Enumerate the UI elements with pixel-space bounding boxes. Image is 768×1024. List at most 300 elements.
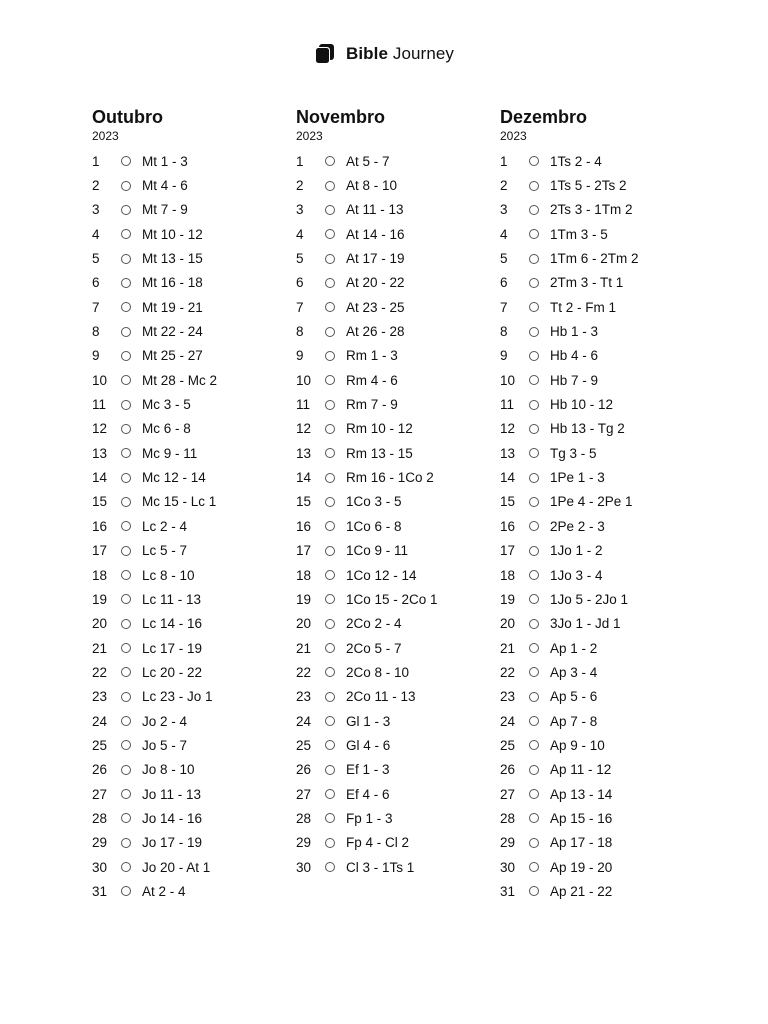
day-row	[92, 563, 282, 587]
day-number: 19	[296, 591, 312, 607]
day-number: 17	[296, 543, 312, 559]
day-checkbox[interactable]	[529, 838, 539, 848]
day-row	[92, 636, 282, 660]
day-number: 16	[296, 518, 312, 534]
day-checkbox[interactable]	[529, 643, 539, 653]
brand-name-light: Journey	[392, 44, 455, 63]
day-checkbox[interactable]	[529, 156, 539, 166]
day-checkbox[interactable]	[325, 619, 335, 629]
day-checkbox[interactable]	[529, 278, 539, 288]
day-row	[296, 636, 486, 660]
day-number: 17	[92, 543, 108, 559]
day-row	[92, 441, 282, 465]
day-checkbox[interactable]	[121, 375, 131, 385]
day-reading: Ap 11 - 12	[550, 762, 612, 778]
day-number: 22	[92, 664, 108, 680]
day-number: 2	[296, 178, 304, 194]
day-number: 23	[500, 689, 516, 705]
day-number: 20	[500, 616, 516, 632]
day-checkbox[interactable]	[121, 765, 131, 775]
day-reading: 1Co 15 - 2Co 1	[346, 591, 438, 607]
day-number: 8	[92, 324, 100, 340]
day-number: 7	[92, 299, 100, 315]
day-row	[92, 831, 282, 855]
day-checkbox[interactable]	[529, 789, 539, 799]
day-reading: 1Ts 5 - 2Ts 2	[550, 178, 627, 194]
day-number: 17	[500, 543, 516, 559]
day-reading: Hb 1 - 3	[550, 324, 599, 340]
day-row	[500, 246, 690, 270]
day-number: 6	[296, 275, 304, 291]
brand-name	[346, 44, 454, 64]
day-checkbox[interactable]	[325, 716, 335, 726]
day-number: 25	[500, 737, 516, 753]
day-list	[500, 149, 690, 904]
day-number: 24	[92, 713, 108, 729]
day-reading: Hb 7 - 9	[550, 372, 599, 388]
day-checkbox[interactable]	[529, 327, 539, 337]
day-row	[500, 344, 690, 368]
day-reading: 1Tm 3 - 5	[550, 226, 608, 242]
day-reading: At 20 - 22	[346, 275, 405, 291]
day-checkbox[interactable]	[121, 327, 131, 337]
day-reading: Jo 17 - 19	[142, 835, 203, 851]
day-row	[500, 612, 690, 636]
day-reading: Jo 14 - 16	[142, 810, 203, 826]
day-checkbox[interactable]	[121, 789, 131, 799]
day-number: 31	[500, 883, 516, 899]
month-title: Outubro	[92, 107, 163, 127]
day-checkbox[interactable]	[121, 278, 131, 288]
day-row	[296, 855, 486, 879]
day-checkbox[interactable]	[325, 497, 335, 507]
day-reading: Lc 17 - 19	[142, 640, 203, 656]
day-reading: 3Jo 1 - Jd 1	[550, 616, 621, 632]
day-row	[500, 295, 690, 319]
day-checkbox[interactable]	[529, 181, 539, 191]
day-reading: 1Jo 5 - 2Jo 1	[550, 591, 629, 607]
day-row	[92, 198, 282, 222]
day-reading: 2Ts 3 - 1Tm 2	[550, 202, 633, 218]
day-row	[500, 855, 690, 879]
day-reading: 1Jo 3 - 4	[550, 567, 603, 583]
day-checkbox[interactable]	[325, 448, 335, 458]
day-reading: At 5 - 7	[346, 153, 390, 169]
day-reading: Lc 5 - 7	[142, 543, 188, 559]
day-reading: Jo 11 - 13	[142, 786, 202, 802]
day-checkbox[interactable]	[529, 619, 539, 629]
day-row	[92, 246, 282, 270]
day-checkbox[interactable]	[121, 813, 131, 823]
day-row	[296, 441, 486, 465]
day-checkbox[interactable]	[529, 448, 539, 458]
day-reading: Gl 4 - 6	[346, 737, 391, 753]
day-checkbox[interactable]	[325, 375, 335, 385]
day-number: 24	[500, 713, 516, 729]
bible-journey-logo-icon	[314, 43, 336, 65]
day-checkbox[interactable]	[121, 205, 131, 215]
day-checkbox[interactable]	[325, 643, 335, 653]
day-number: 29	[296, 835, 312, 851]
day-reading: Mt 4 - 6	[142, 178, 188, 194]
day-checkbox[interactable]	[529, 302, 539, 312]
day-row	[92, 514, 282, 538]
day-checkbox[interactable]	[529, 813, 539, 823]
day-reading: Ap 7 - 8	[550, 713, 598, 729]
day-number: 23	[92, 689, 108, 705]
day-checkbox[interactable]	[325, 765, 335, 775]
day-row	[296, 490, 486, 514]
day-row	[92, 417, 282, 441]
day-checkbox[interactable]	[121, 156, 131, 166]
month-year: 2023	[296, 129, 323, 143]
day-reading: 2Pe 2 - 3	[550, 518, 605, 534]
day-number: 26	[92, 762, 108, 778]
day-checkbox[interactable]	[325, 302, 335, 312]
day-reading: Hb 4 - 6	[550, 348, 599, 364]
day-reading: Ap 5 - 6	[550, 689, 598, 705]
day-row	[92, 319, 282, 343]
day-row	[296, 563, 486, 587]
day-checkbox[interactable]	[325, 473, 335, 483]
day-number: 22	[500, 664, 516, 680]
day-reading: Lc 11 - 13	[142, 591, 202, 607]
day-reading: Mc 15 - Lc 1	[142, 494, 217, 510]
day-number: 31	[92, 883, 108, 899]
day-reading: 2Co 8 - 10	[346, 664, 410, 680]
day-number: 11	[92, 397, 107, 413]
day-checkbox[interactable]	[121, 716, 131, 726]
day-checkbox[interactable]	[325, 570, 335, 580]
day-reading: Rm 4 - 6	[346, 372, 398, 388]
day-checkbox[interactable]	[121, 594, 131, 604]
day-checkbox[interactable]	[325, 351, 335, 361]
day-number: 9	[500, 348, 508, 364]
day-row	[296, 514, 486, 538]
day-row	[296, 344, 486, 368]
day-number: 7	[296, 299, 304, 315]
day-checkbox[interactable]	[121, 254, 131, 264]
day-reading: Cl 3 - 1Ts 1	[346, 859, 415, 875]
day-list	[296, 149, 486, 879]
day-reading: At 23 - 25	[346, 299, 405, 315]
day-number: 21	[296, 640, 312, 656]
day-reading: 2Tm 3 - Tt 1	[550, 275, 624, 291]
day-reading: Ap 15 - 16	[550, 810, 613, 826]
day-checkbox[interactable]	[121, 181, 131, 191]
day-checkbox[interactable]	[529, 546, 539, 556]
brand-header	[0, 43, 768, 65]
day-checkbox[interactable]	[529, 862, 539, 872]
day-number: 8	[296, 324, 304, 340]
day-number: 29	[92, 835, 108, 851]
day-reading: Rm 7 - 9	[346, 397, 398, 413]
day-checkbox[interactable]	[121, 497, 131, 507]
day-reading: Mc 12 - 14	[142, 470, 206, 486]
day-reading: Lc 20 - 22	[142, 664, 203, 680]
day-checkbox[interactable]	[325, 327, 335, 337]
day-number: 14	[296, 470, 312, 486]
day-reading: 1Co 12 - 14	[346, 567, 417, 583]
day-number: 21	[500, 640, 516, 656]
day-reading: Lc 2 - 4	[142, 518, 188, 534]
day-checkbox[interactable]	[529, 351, 539, 361]
day-reading: 1Co 3 - 5	[346, 494, 402, 510]
day-checkbox[interactable]	[121, 229, 131, 239]
day-number: 16	[500, 518, 516, 534]
day-reading: Mt 7 - 9	[142, 202, 188, 218]
day-checkbox[interactable]	[121, 302, 131, 312]
day-checkbox[interactable]	[325, 838, 335, 848]
day-row	[500, 173, 690, 197]
day-number: 21	[92, 640, 108, 656]
day-number: 9	[296, 348, 304, 364]
day-row	[296, 173, 486, 197]
day-checkbox[interactable]	[325, 546, 335, 556]
day-number: 25	[296, 737, 312, 753]
day-checkbox[interactable]	[325, 278, 335, 288]
day-number: 6	[500, 275, 508, 291]
day-checkbox[interactable]	[529, 229, 539, 239]
day-row	[92, 465, 282, 489]
day-reading: Lc 14 - 16	[142, 616, 203, 632]
day-number: 3	[92, 202, 100, 218]
month-column-outubro	[92, 106, 282, 904]
day-reading: At 26 - 28	[346, 324, 405, 340]
day-number: 30	[500, 859, 516, 875]
day-reading: 1Ts 2 - 4	[550, 153, 602, 169]
day-reading: Ap 21 - 22	[550, 883, 613, 899]
day-number: 6	[92, 275, 100, 291]
day-checkbox[interactable]	[121, 570, 131, 580]
day-reading: 1Co 6 - 8	[346, 518, 402, 534]
day-number: 23	[296, 689, 312, 705]
day-checkbox[interactable]	[529, 740, 539, 750]
day-number: 28	[500, 810, 516, 826]
day-number: 1	[296, 153, 304, 169]
day-row	[500, 806, 690, 830]
day-row	[500, 514, 690, 538]
day-row	[92, 295, 282, 319]
day-row	[500, 417, 690, 441]
day-number: 26	[500, 762, 516, 778]
day-row	[296, 758, 486, 782]
day-row	[296, 295, 486, 319]
day-checkbox[interactable]	[325, 862, 335, 872]
day-checkbox[interactable]	[529, 886, 539, 896]
day-checkbox[interactable]	[325, 205, 335, 215]
day-row	[92, 392, 282, 416]
day-row	[92, 344, 282, 368]
day-reading: Ef 1 - 3	[346, 762, 390, 778]
day-reading: At 14 - 16	[346, 226, 405, 242]
day-reading: Mc 6 - 8	[142, 421, 191, 437]
day-checkbox[interactable]	[121, 351, 131, 361]
day-reading: Jo 2 - 4	[142, 713, 188, 729]
day-checkbox[interactable]	[325, 254, 335, 264]
day-checkbox[interactable]	[529, 692, 539, 702]
day-checkbox[interactable]	[529, 570, 539, 580]
day-number: 4	[296, 226, 304, 242]
day-row	[500, 441, 690, 465]
day-checkbox[interactable]	[529, 400, 539, 410]
day-number: 10	[296, 372, 312, 388]
day-reading: Jo 5 - 7	[142, 737, 188, 753]
day-number: 8	[500, 324, 508, 340]
day-checkbox[interactable]	[529, 473, 539, 483]
day-row	[92, 660, 282, 684]
day-row	[500, 660, 690, 684]
day-row	[296, 831, 486, 855]
day-checkbox[interactable]	[325, 424, 335, 434]
day-checkbox[interactable]	[121, 521, 131, 531]
day-row	[296, 149, 486, 173]
day-checkbox[interactable]	[529, 765, 539, 775]
day-row	[500, 587, 690, 611]
day-checkbox[interactable]	[121, 546, 131, 556]
day-number: 5	[296, 251, 304, 267]
day-checkbox[interactable]	[529, 716, 539, 726]
day-reading: Fp 4 - Cl 2	[346, 835, 410, 851]
day-row	[500, 198, 690, 222]
day-row	[92, 758, 282, 782]
day-row	[296, 709, 486, 733]
day-number: 22	[296, 664, 312, 680]
day-row	[500, 758, 690, 782]
day-number: 30	[92, 859, 108, 875]
day-number: 4	[92, 226, 100, 242]
day-number: 13	[296, 445, 312, 461]
day-row	[296, 612, 486, 636]
day-row	[92, 612, 282, 636]
day-checkbox[interactable]	[325, 740, 335, 750]
day-checkbox[interactable]	[325, 156, 335, 166]
day-checkbox[interactable]	[325, 594, 335, 604]
day-checkbox[interactable]	[529, 375, 539, 385]
day-reading: 1Co 9 - 11	[346, 543, 409, 559]
day-checkbox[interactable]	[121, 424, 131, 434]
day-number: 20	[296, 616, 312, 632]
month-column-dezembro	[500, 106, 690, 904]
day-number: 10	[500, 372, 516, 388]
day-checkbox[interactable]	[325, 692, 335, 702]
day-reading: Ef 4 - 6	[346, 786, 390, 802]
day-number: 12	[500, 421, 516, 437]
day-checkbox[interactable]	[121, 740, 131, 750]
day-number: 13	[500, 445, 516, 461]
day-reading: Mt 1 - 3	[142, 153, 188, 169]
day-checkbox[interactable]	[121, 619, 131, 629]
day-reading: Jo 20 - At 1	[142, 859, 211, 875]
day-checkbox[interactable]	[529, 594, 539, 604]
day-checkbox[interactable]	[325, 181, 335, 191]
day-checkbox[interactable]	[121, 448, 131, 458]
day-checkbox[interactable]	[529, 205, 539, 215]
day-number: 1	[500, 153, 508, 169]
day-checkbox[interactable]	[529, 497, 539, 507]
day-reading: Mt 22 - 24	[142, 324, 203, 340]
day-checkbox[interactable]	[121, 667, 131, 677]
day-checkbox[interactable]	[325, 400, 335, 410]
day-number: 18	[296, 567, 312, 583]
day-number: 29	[500, 835, 516, 851]
day-number: 15	[296, 494, 312, 510]
day-checkbox[interactable]	[121, 473, 131, 483]
day-number: 26	[296, 762, 312, 778]
day-reading: At 17 - 19	[346, 251, 405, 267]
day-checkbox[interactable]	[325, 789, 335, 799]
day-reading: Fp 1 - 3	[346, 810, 393, 826]
day-number: 13	[92, 445, 108, 461]
day-reading: 2Co 11 - 13	[346, 689, 416, 705]
day-row	[296, 587, 486, 611]
day-row	[92, 222, 282, 246]
day-row	[296, 271, 486, 295]
month-title: Novembro	[296, 107, 386, 127]
day-reading: Lc 23 - Jo 1	[142, 689, 213, 705]
day-checkbox[interactable]	[325, 229, 335, 239]
month-column-novembro	[296, 106, 486, 879]
day-checkbox[interactable]	[325, 667, 335, 677]
day-checkbox[interactable]	[529, 521, 539, 531]
day-row	[500, 149, 690, 173]
day-row	[296, 685, 486, 709]
day-reading: Lc 8 - 10	[142, 567, 195, 583]
day-number: 11	[296, 397, 311, 413]
day-checkbox[interactable]	[121, 400, 131, 410]
day-number: 18	[92, 567, 108, 583]
day-checkbox[interactable]	[529, 254, 539, 264]
day-row	[500, 490, 690, 514]
day-reading: Tt 2 - Fm 1	[550, 299, 617, 315]
day-row	[92, 855, 282, 879]
day-checkbox[interactable]	[121, 692, 131, 702]
day-row	[92, 733, 282, 757]
day-row	[296, 246, 486, 270]
day-checkbox[interactable]	[529, 667, 539, 677]
day-checkbox[interactable]	[121, 862, 131, 872]
day-checkbox[interactable]	[121, 643, 131, 653]
day-row	[500, 636, 690, 660]
day-reading: Ap 13 - 14	[550, 786, 613, 802]
day-row	[92, 271, 282, 295]
day-number: 5	[500, 251, 508, 267]
day-reading: Mt 28 - Mc 2	[142, 372, 218, 388]
day-checkbox[interactable]	[121, 838, 131, 848]
day-reading: Tg 3 - 5	[550, 445, 597, 461]
day-row	[296, 392, 486, 416]
day-number: 18	[500, 567, 516, 583]
day-reading: Mt 25 - 27	[142, 348, 203, 364]
day-checkbox[interactable]	[121, 886, 131, 896]
day-row	[296, 806, 486, 830]
day-row	[500, 879, 690, 903]
day-reading: At 11 - 13	[346, 202, 404, 218]
day-reading: Mt 16 - 18	[142, 275, 203, 291]
month-title: Dezembro	[500, 107, 588, 127]
day-list	[92, 149, 282, 904]
day-row	[500, 709, 690, 733]
day-number: 19	[500, 591, 516, 607]
day-checkbox[interactable]	[325, 521, 335, 531]
day-row	[92, 539, 282, 563]
day-checkbox[interactable]	[529, 424, 539, 434]
day-checkbox[interactable]	[325, 813, 335, 823]
day-reading: Ap 1 - 2	[550, 640, 598, 656]
day-reading: 1Pe 4 - 2Pe 1	[550, 494, 633, 510]
day-number: 14	[500, 470, 516, 486]
day-row	[500, 831, 690, 855]
